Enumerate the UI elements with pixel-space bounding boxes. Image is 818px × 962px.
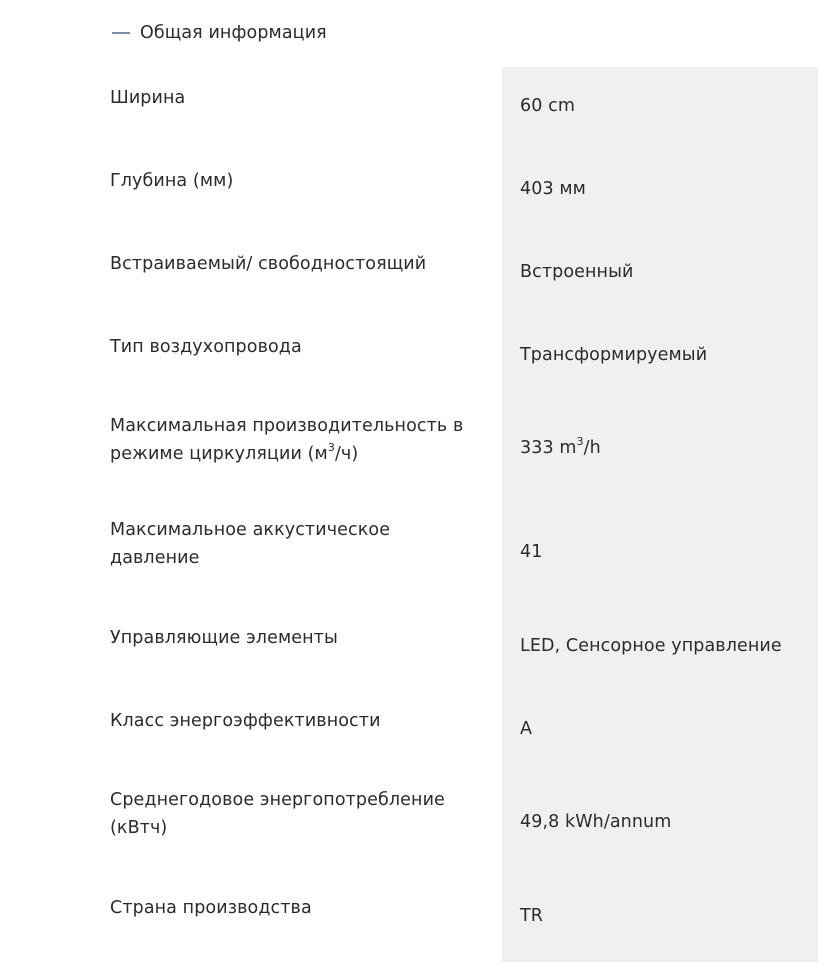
- spec-label: Встраиваемый/ свободностоящий: [110, 254, 427, 274]
- spec-value: Встроенный: [520, 262, 634, 282]
- spec-value: TR: [520, 906, 544, 926]
- spec-label: Класс энергоэффективности: [110, 711, 381, 731]
- spec-value: 403 мм: [520, 179, 586, 199]
- spec-value: A: [520, 719, 533, 739]
- spec-label: Максимальное аккустическое давление: [110, 520, 391, 568]
- spec-value: LED, Сенсорное управление: [520, 636, 782, 656]
- section-toggle-general-info[interactable]: [112, 18, 327, 48]
- section-title: Общая информация: [140, 23, 327, 43]
- spec-label: Страна производства: [110, 898, 312, 918]
- spec-value: 333 $m^3/h$: [520, 435, 601, 458]
- spec-value: 41: [520, 542, 543, 562]
- spec-label: Тип воздухопровода: [110, 337, 302, 357]
- spec-label: Среднегодовое энергопотребление (кВтч): [110, 790, 445, 838]
- spec-label: Глубина (мм): [110, 171, 234, 191]
- spec-value: 60 cm: [520, 96, 575, 116]
- spec-label: Управляющие элементы: [110, 628, 338, 648]
- minus-icon: [112, 32, 130, 34]
- spec-label: Ширина: [110, 88, 186, 108]
- spec-value: 49,8 kWh/annum: [520, 812, 672, 832]
- spec-label: Максимальная производительность в режиме циркуляции $(м^3/ч)$: [110, 416, 464, 464]
- spec-value: Трансформируемый: [520, 345, 708, 365]
